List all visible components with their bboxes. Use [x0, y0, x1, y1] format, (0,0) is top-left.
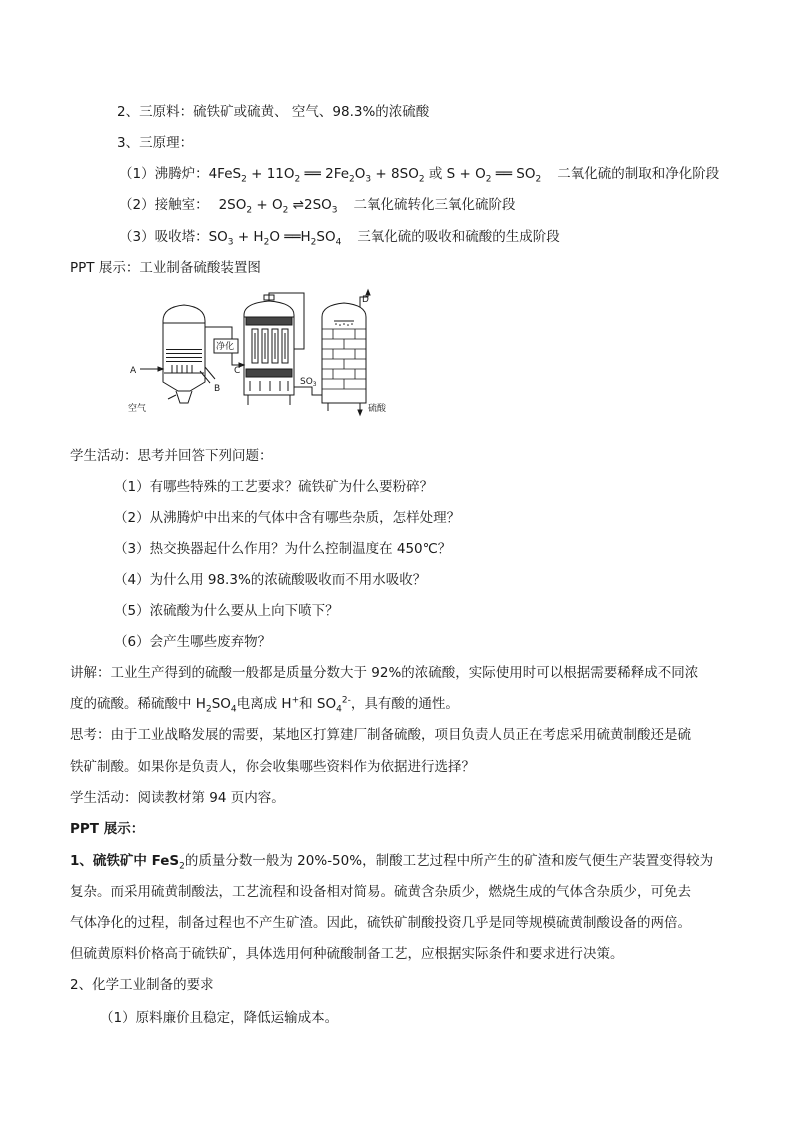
principles-heading: [117, 134, 193, 152]
catalyst-layer-top: [246, 317, 292, 325]
tower-packing-bricks: [322, 329, 366, 389]
equation-label: （3）吸收塔：: [119, 229, 209, 245]
question-item: （3）热交换器起什么作用？为什么控制温度在 450℃？: [114, 541, 452, 557]
question-item: （5）浓硫酸为什么要从上向下喷下？: [114, 603, 339, 619]
question-item: （2）从沸腾炉中出来的气体中含有哪些杂质，怎样处理？: [114, 510, 461, 526]
diagram-label-air: 空气: [128, 404, 147, 414]
furnace-bed-pattern: [166, 349, 202, 362]
student-activity-questions: 学生活动：思考并回答下列问题：: [70, 448, 273, 464]
diagram-label-b: B: [214, 384, 221, 394]
diagram-label-purify: 净化: [216, 342, 235, 352]
equation-formula: $SO_3 + H_2O$ $══H_2SO_4$: [208, 229, 342, 248]
student-activity-reading: 学生活动：阅读教材第 94 页内容。: [70, 790, 285, 806]
outlet-b-line: [205, 367, 215, 379]
section-heading-requirements: 2、化学工业制备的要求: [70, 977, 214, 993]
explanation-line-1: 讲解：工业生产得到的硫酸一般都是质量分数大于 92%的浓硫酸，实际使用时可以根据需要稀释成不同浓: [70, 665, 699, 681]
boiling-furnace: [163, 305, 205, 391]
equation-label: （2）接触室：: [119, 197, 209, 213]
ppt-show-apparatus: PPT 展示：工业制备硫酸装置图: [70, 260, 261, 276]
equation-description: 二氧化硫的制取和净化阶段: [557, 166, 720, 182]
furnace-grate: [172, 365, 192, 373]
question-item: （6）会产生哪些废弃物？: [114, 634, 272, 650]
question-item: （1）有哪些特殊的工艺要求？硫铁矿为什么要粉碎？: [114, 479, 434, 495]
sulfuric-acid-apparatus-diagram: [128, 287, 404, 419]
diagram-label-c: C: [234, 366, 241, 376]
diagram-label-acid: 硫酸: [368, 404, 387, 414]
inlet-c-pipe: [232, 353, 244, 365]
diagram-label-a: A: [130, 366, 137, 376]
comparison-paragraph-line-2: 复杂。而采用硫黄制酸法，工艺流程和设备相对简易。硫黄含杂质少，燃烧生成的气体含杂质少，可免去: [70, 884, 691, 900]
equation-absorption-tower: [119, 228, 560, 246]
equation-formula: $4FeS_2 + 11O_2$ ══ $2Fe_2O_3 + 8SO_2$ 或 $S + O_2$ ══ $SO_2$: [208, 166, 542, 185]
equation-contact-chamber: [119, 196, 516, 214]
comparison-paragraph-line-4: 但硫黄原料价格高于硫铁矿，具体选用何种硫酸制备工艺，应根据实际条件和要求进行决策。: [70, 946, 624, 962]
equation-formula: $2SO_2 + O_2$ $\rightleftharpoons 2SO_3$: [218, 197, 338, 216]
principles-number: 3、三原理：: [117, 135, 194, 151]
comparison-paragraph-line-1: 1、硫铁矿中 FeS$_2$的质量分数一般为 20%-50%，制酸工艺过程中所产生的矿渣和废气便生产装置变得较为: [70, 853, 714, 872]
equation-description: 二氧化硫转化三氧化硫阶段: [353, 197, 516, 213]
equation-boiling-furnace: [119, 165, 719, 183]
ppt-show-heading: PPT 展示：: [70, 821, 145, 837]
heat-exchanger-tubes: [252, 329, 288, 363]
explanation-line-2: 度的硫酸。稀硫酸中 $H_2SO_4$电离成 H+和 $SO_4^{2-}$，具有酸的通性。: [70, 695, 459, 715]
raw-materials-line: [117, 103, 429, 121]
raw-materials-number: 2、三原料：: [117, 104, 194, 120]
equation-label: （1）沸腾炉：: [119, 166, 209, 182]
pipe-furnace-to-purifier: [205, 327, 232, 339]
diagram-label-d: D: [362, 295, 369, 305]
pipe-so3-to-tower: [294, 387, 322, 395]
diagram-label-so3: $SO_3$: [300, 377, 317, 388]
think-line-2: 铁矿制酸。如果你是负责人，你会收集哪些资料作为依据进行选择？: [70, 759, 475, 775]
equation-description: 三氧化硫的吸收和硫酸的生成阶段: [357, 229, 560, 245]
catalyst-layer-bottom: [246, 369, 292, 377]
comparison-paragraph-line-3: 气体净化的过程，制备过程也不产生矿渣。因此，硫铁矿制酸投资几乎是同等规模硫黄制酸设备的两倍。: [70, 915, 691, 931]
requirement-item: （1）原料廉价且稳定，降低运输成本。: [100, 1010, 339, 1026]
question-item: （4）为什么用 98.3%的浓硫酸吸收而不用水吸收？: [114, 572, 427, 588]
think-line-1: 思考：由于工业战略发展的需要，某地区打算建厂制备硫酸，项目负责人员正在考虑采用硫黄制酸还是硫: [70, 727, 691, 743]
raw-materials-text: 硫铁矿或硫黄、 空气、98.3%的浓硫酸: [193, 104, 430, 120]
